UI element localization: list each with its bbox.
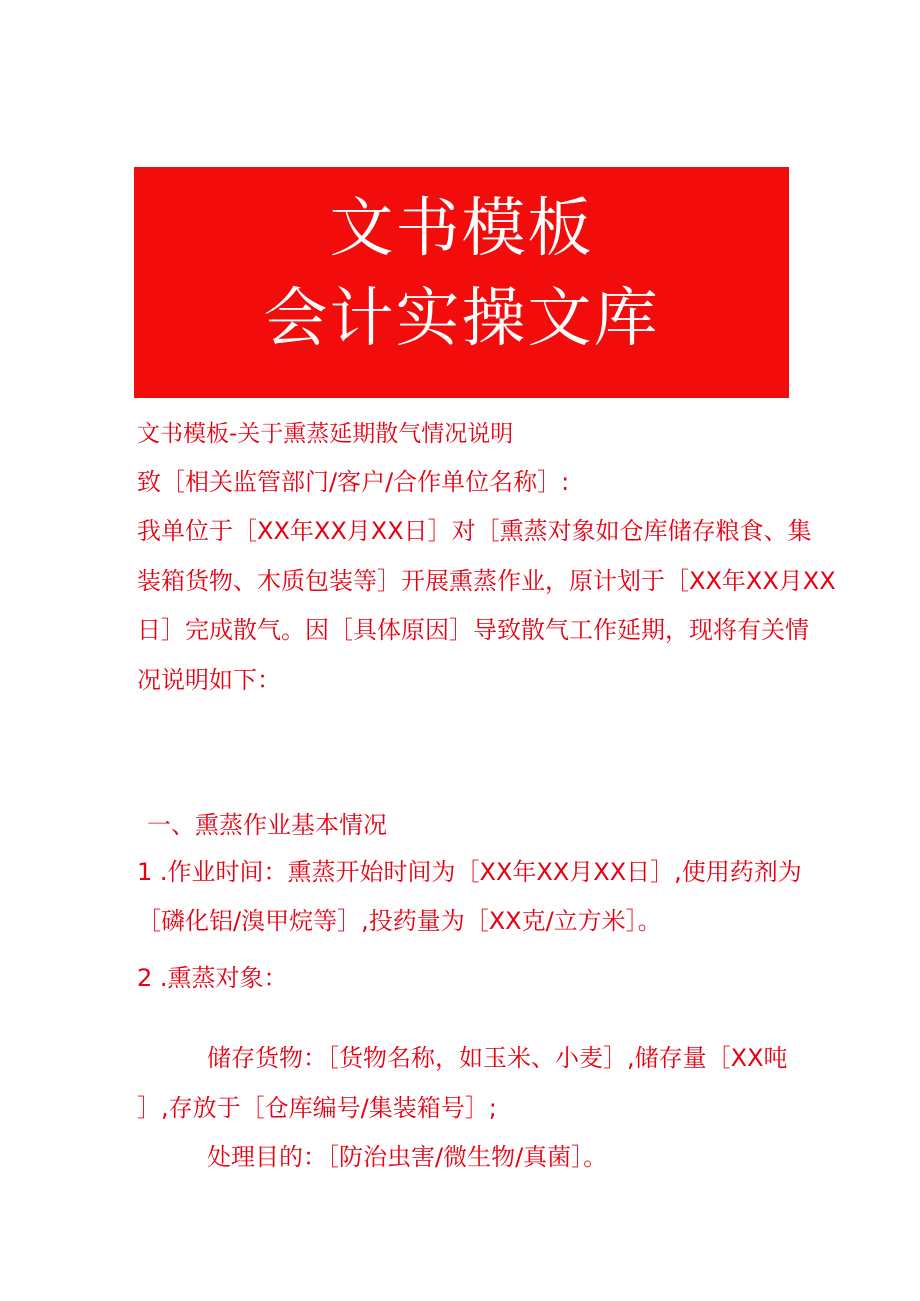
salutation: 致［相关监管部门/客户/合作单位名称］: <box>137 468 570 496</box>
goods-line: ］,存放于［仓库编号/集装箱号］; <box>137 1094 497 1122</box>
list-item: 1 .作业时间：熏蒸开始时间为［XX年XX月XX日］,使用药剂为 <box>137 858 802 886</box>
goods-line: 储存货物：［货物名称，如玉米、小麦］,储存量［XX吨 <box>207 1044 788 1072</box>
banner-title-line-1: 文书模板 <box>329 192 594 266</box>
intro-line: 日］完成散气。因［具体原因］导致散气工作延期，现将有关情 <box>137 616 809 644</box>
intro-line: 我单位于［XX年XX月XX日］对［熏蒸对象如仓库储存粮食、集 <box>137 517 812 545</box>
intro-line: 装箱货物、木质包装等］开展熏蒸作业，原计划于［XX年XX月XX <box>137 567 836 595</box>
list-item-continuation: ［磷化铝/溴甲烷等］,投药量为［XX克/立方米］。 <box>137 907 662 935</box>
document-title: 文书模板-关于熏蒸延期散气情况说明 <box>137 421 514 447</box>
section-heading: 一、熏蒸作业基本情况 <box>147 811 387 839</box>
intro-line: 况说明如下： <box>137 666 281 694</box>
purpose-line: 处理目的：［防治虫害/微生物/真菌］。 <box>207 1143 608 1171</box>
banner-title-line-2: 会计实操文库 <box>263 282 660 356</box>
list-item: 2 .熏蒸对象： <box>137 964 288 992</box>
